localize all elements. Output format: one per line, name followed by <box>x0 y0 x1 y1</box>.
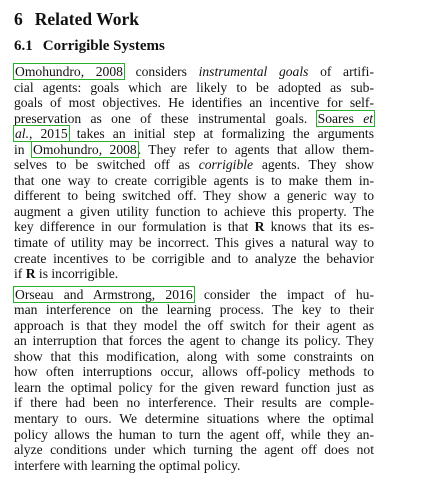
text-line <box>14 364 374 380</box>
text-line <box>14 126 374 142</box>
text-line <box>14 219 374 235</box>
text-line <box>14 395 374 411</box>
body-text: goals of most objectives. He identifies an incentive for self- <box>14 95 374 111</box>
subsection-heading <box>14 36 374 56</box>
text-line <box>14 64 374 80</box>
citation-link[interactable]: Omohundro, 2008 <box>15 64 123 79</box>
body-text: policy allows the human to turn the agent off, while they an- <box>14 426 374 442</box>
text-line <box>14 318 374 334</box>
text-line <box>14 411 374 427</box>
body-text: alyze conditions under which turning the agent off does not <box>14 442 374 458</box>
body-text: considers <box>123 64 199 79</box>
body-text: is incorrigible. <box>35 266 119 282</box>
body-text: preservation as one of these instrumental goals. <box>14 110 317 126</box>
text-line <box>14 427 374 443</box>
subsection-number: 6.1 <box>14 38 33 54</box>
paragraph-corrigibility <box>14 64 374 282</box>
robot-symbol: R <box>25 266 36 282</box>
emphasis-term: instrumental goals <box>198 64 309 79</box>
text-line <box>14 188 374 204</box>
text-line <box>14 204 374 220</box>
citation-link[interactable]: Orseau and Armstrong, 2016 <box>15 286 193 302</box>
paragraph-interruptibility <box>14 287 374 474</box>
text-line <box>14 458 374 474</box>
body-text: approach is that they model the off switch for their agent as <box>14 317 374 333</box>
citation-link[interactable]: Omohundro, 2008 <box>33 141 137 157</box>
text-line <box>14 302 374 318</box>
body-text: create incentives to be corrigible and to analyze the behavior <box>14 250 374 266</box>
section-title: Related Work <box>34 9 139 29</box>
emphasis-term: corrigible <box>198 157 254 173</box>
citation-link[interactable]: al., 2015 <box>15 126 68 142</box>
body-text: of artifi- <box>308 64 374 79</box>
text-line <box>14 380 374 396</box>
body-text: if <box>14 266 26 282</box>
text-line <box>14 111 374 127</box>
text-line <box>14 173 374 189</box>
text-line <box>14 95 374 111</box>
text-line <box>14 80 374 96</box>
body-text: learn the optimal policy for the given reward function just as <box>14 379 374 395</box>
body-text: augment a given utility function to achieve this property. The <box>14 203 374 219</box>
text-line <box>14 349 374 365</box>
body-text: key difference in our formulation is that <box>14 219 255 235</box>
body-text: how often interruptions occur, allows off-policy methods to <box>14 364 374 380</box>
body-text: show that this modification, along with some constraints on <box>14 348 374 364</box>
body-text: if there had been no interference. Their results are comple- <box>14 395 374 411</box>
body-text: mentary to ours. We determine situations where the optimal <box>14 411 374 427</box>
body-text: an interruption that forces the agent to change its policy. They <box>14 333 374 349</box>
body-text: cial agents: goals which are likely to be adopted as sub- <box>14 79 374 95</box>
body-text: man interference on the learning process. The key to their <box>14 302 374 318</box>
subsection-title: Corrigible Systems <box>42 38 165 54</box>
body-text: different to being switched off. They show a generic way to <box>14 188 374 204</box>
body-text: agents. They show <box>253 157 374 173</box>
body-text: takes an initial step at formalizing the arguments <box>68 126 375 142</box>
text-line <box>14 235 374 251</box>
body-text: that one way to create corrigible agents is to make them in- <box>14 172 374 188</box>
citation-link[interactable]: Soares et <box>317 110 374 126</box>
text-line <box>14 157 374 173</box>
paper-page <box>14 8 374 473</box>
body-text: in <box>14 141 32 157</box>
body-text: knows that its es- <box>264 219 374 235</box>
text-line <box>14 251 374 267</box>
body-text: selves to be switched off as <box>14 157 199 173</box>
body-text: timate of utility may be incorrect. This gives a natural way to <box>14 235 374 251</box>
text-line <box>14 142 374 158</box>
body-text: consider the impact of hu- <box>193 286 374 302</box>
text-line <box>14 266 374 282</box>
body-text: interfere with learning the optimal policy. <box>14 457 241 473</box>
body-text: . They refer to agents that allow them- <box>137 141 374 157</box>
text-line <box>14 442 374 458</box>
text-line <box>14 333 374 349</box>
section-heading <box>14 8 374 30</box>
robot-symbol: R <box>254 219 265 235</box>
section-number: 6 <box>14 9 23 29</box>
text-line <box>14 287 374 303</box>
